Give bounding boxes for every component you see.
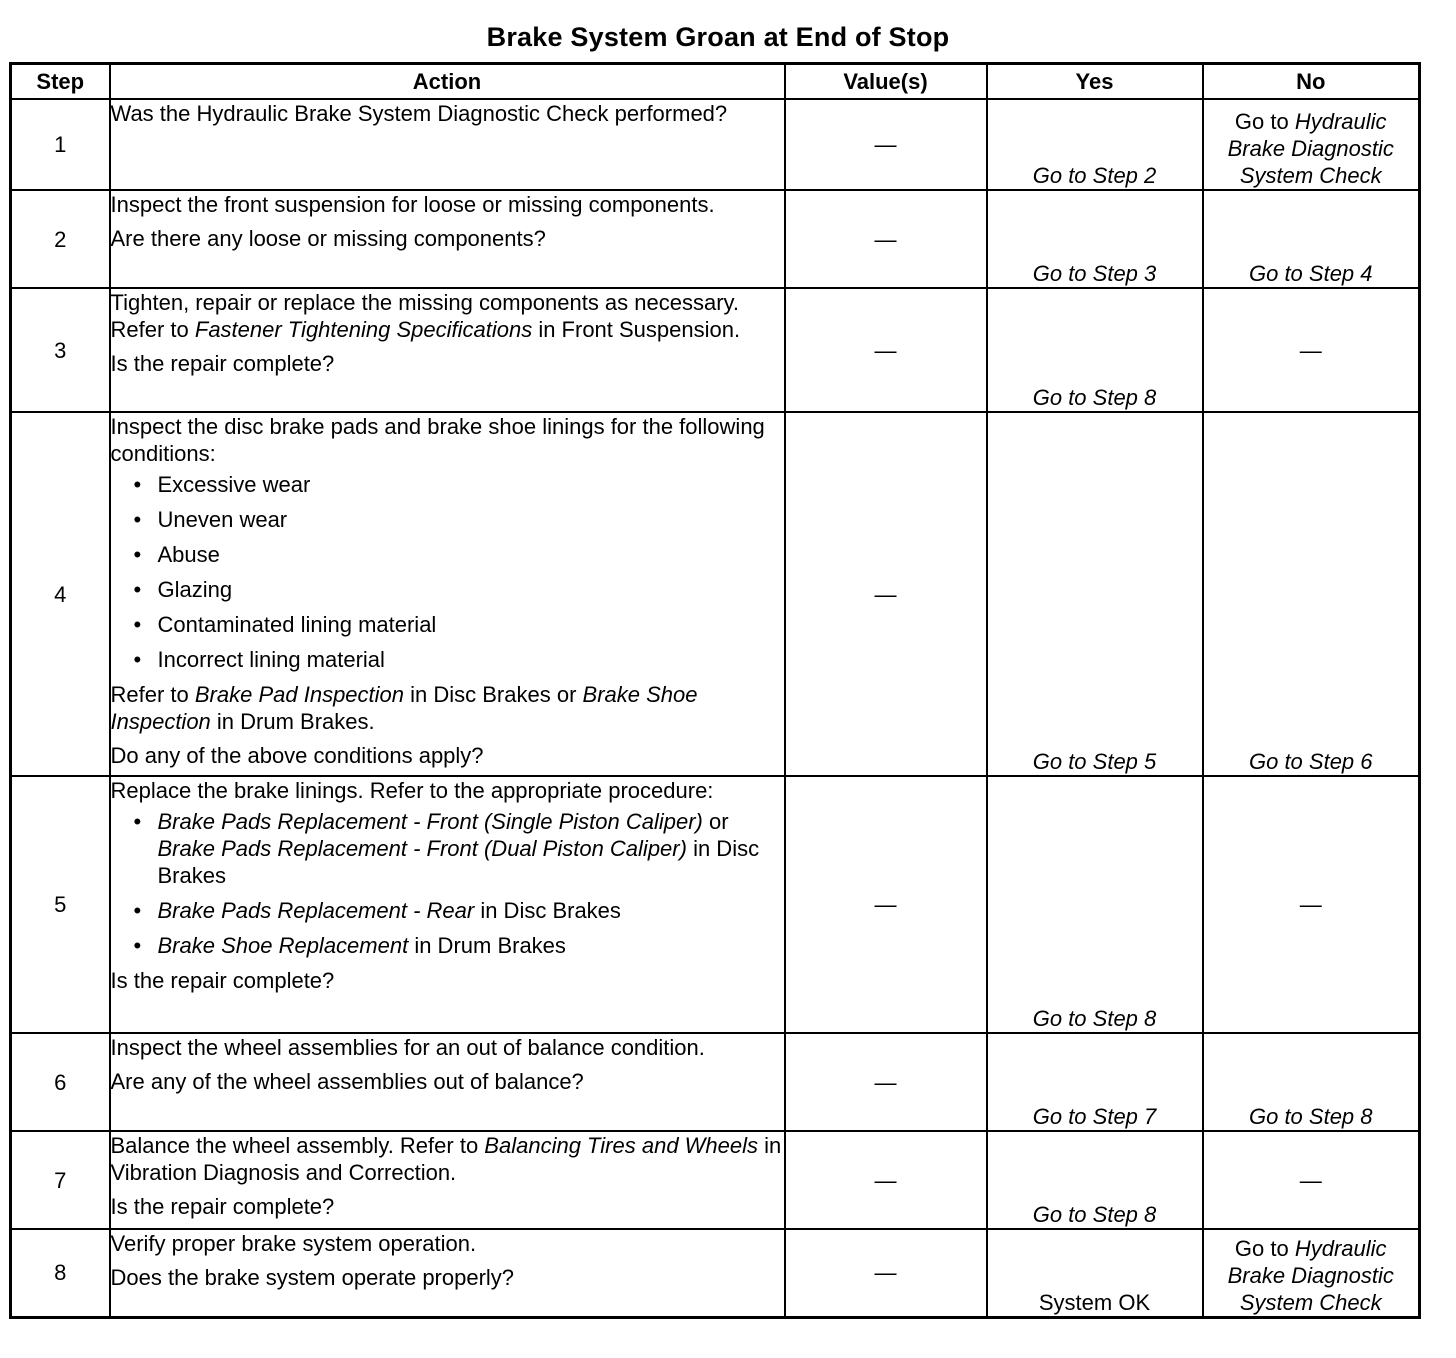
no-link[interactable]: Hydraulic Brake Diagnostic System Check <box>1227 1235 1394 1315</box>
list-item: • Brake Pads Replacement - Front (Single Piston Caliper) or Brake Pads Replacement - Front (Dual Piston Caliper) in Disc Brakes <box>111 808 784 889</box>
table-header-row <box>11 64 1420 100</box>
table-row-step-2 <box>11 190 1420 288</box>
action-question: Does the brake system operate properly? <box>110 1265 515 1290</box>
header-yes: Yes <box>987 64 1203 100</box>
reference-link[interactable]: Brake Pad Inspection <box>194 682 405 707</box>
action-cell <box>110 776 785 1033</box>
table-row-step-1 <box>11 99 1420 190</box>
yes-link[interactable]: Go to Step 2 <box>1032 163 1157 188</box>
no-link[interactable]: Go to Step 8 <box>1248 1104 1373 1129</box>
list-item: • Incorrect lining material <box>111 646 784 673</box>
action-cell <box>110 1229 785 1317</box>
no-link[interactable]: Go to Step 6 <box>1248 749 1373 774</box>
yes-link[interactable]: Go to Step 7 <box>1032 1104 1157 1129</box>
no-link[interactable]: Hydraulic Brake Diagnostic System Check <box>1227 109 1394 188</box>
value-cell: — <box>785 190 987 288</box>
action-text: Tighten, repair or replace the missing components as necessary. Refer to Fastener Tightening Specifications in Front Suspension. <box>110 290 741 342</box>
action-text: Balance the wheel assembly. Refer to Balancing Tires and Wheels in Vibration Diagnosis and Correction. <box>110 1133 782 1185</box>
action-text: Inspect the front suspension for loose or missing components. <box>110 192 715 217</box>
no-cell <box>1203 99 1420 190</box>
step-number: 8 <box>11 1229 110 1317</box>
step-number: 5 <box>11 776 110 1033</box>
list-item: • Brake Pads Replacement - Rear in Disc Brakes <box>111 897 784 924</box>
value-cell: — <box>785 99 987 190</box>
action-question: Is the repair complete? <box>110 351 335 376</box>
reference-link[interactable]: Brake Pads Replacement - Front (Dual Piston Caliper) <box>157 836 687 861</box>
action-question: Are there any loose or missing components? <box>110 226 546 251</box>
list-item: • Uneven wear <box>111 506 784 533</box>
condition-list <box>111 471 784 673</box>
table-row-step-4 <box>11 412 1420 776</box>
yes-cell <box>987 776 1203 1033</box>
yes-cell <box>987 1131 1203 1229</box>
procedure-list <box>111 808 784 959</box>
action-cell <box>110 190 785 288</box>
no-link[interactable]: Go to Step 4 <box>1248 261 1373 286</box>
table-row-step-6 <box>11 1033 1420 1131</box>
yes-cell: System OK <box>987 1229 1203 1317</box>
action-text: Replace the brake linings. Refer to the appropriate procedure: <box>110 778 714 803</box>
no-prefix: Go to <box>1234 1235 1289 1261</box>
yes-link[interactable]: Go to Step 3 <box>1032 261 1157 286</box>
table-row-step-7 <box>11 1131 1420 1229</box>
action-cell <box>110 412 785 776</box>
action-cell <box>110 1033 785 1131</box>
list-item: • Abuse <box>111 541 784 568</box>
no-prefix: Go to <box>1234 109 1289 134</box>
value-cell: — <box>785 288 987 412</box>
no-cell: — <box>1203 1131 1420 1229</box>
table-row-step-5 <box>11 776 1420 1033</box>
no-cell <box>1203 190 1420 288</box>
list-item: • Glazing <box>111 576 784 603</box>
header-action: Action <box>110 64 785 100</box>
reference-link[interactable]: Fastener Tightening Specifications <box>194 317 533 342</box>
yes-cell <box>987 190 1203 288</box>
action-cell <box>110 288 785 412</box>
yes-link[interactable]: Go to Step 8 <box>1032 1006 1157 1031</box>
yes-link[interactable]: Go to Step 5 <box>1032 749 1157 774</box>
step-number: 1 <box>11 99 110 190</box>
action-question: Are any of the wheel assemblies out of balance? <box>110 1069 584 1094</box>
reference-link[interactable]: Brake Pads Replacement - Rear <box>157 898 475 923</box>
value-cell: — <box>785 776 987 1033</box>
header-values: Value(s) <box>785 64 987 100</box>
step-number: 2 <box>11 190 110 288</box>
diagnostic-table <box>9 62 1421 1319</box>
step-number: 7 <box>11 1131 110 1229</box>
no-cell <box>1203 412 1420 776</box>
reference-link[interactable]: Brake Shoe Replacement <box>157 933 409 958</box>
action-question: Do any of the above conditions apply? <box>110 743 484 768</box>
step-number: 4 <box>11 412 110 776</box>
value-cell: — <box>785 412 987 776</box>
value-cell: — <box>785 1229 987 1317</box>
step-number: 3 <box>11 288 110 412</box>
list-item: • Contaminated lining material <box>111 611 784 638</box>
step-number: 6 <box>11 1033 110 1131</box>
action-reference: Refer to Brake Pad Inspection in Disc Brakes or Brake Shoe Inspection in Drum Brakes. <box>110 682 698 734</box>
no-cell <box>1203 1229 1420 1317</box>
action-cell <box>110 1131 785 1229</box>
list-item: • Excessive wear <box>111 471 784 498</box>
action-question: Is the repair complete? <box>110 968 335 993</box>
action-text: Verify proper brake system operation. <box>110 1231 477 1256</box>
yes-link[interactable]: Go to Step 8 <box>1032 385 1157 410</box>
yes-cell <box>987 1033 1203 1131</box>
action-text: Was the Hydraulic Brake System Diagnostic Check performed? <box>110 101 728 126</box>
yes-cell <box>987 288 1203 412</box>
list-item: • Brake Shoe Replacement in Drum Brakes <box>111 932 784 959</box>
page-title: Brake System Groan at End of Stop <box>486 22 950 52</box>
value-cell: — <box>785 1131 987 1229</box>
reference-link[interactable]: Balancing Tires and Wheels <box>484 1133 759 1158</box>
no-cell <box>1203 1033 1420 1131</box>
no-cell: — <box>1203 776 1420 1033</box>
action-text: Inspect the disc brake pads and brake shoe linings for the following conditions: <box>110 414 765 466</box>
value-cell: — <box>785 1033 987 1131</box>
reference-link[interactable]: Brake Pads Replacement - Front (Single Piston Caliper) <box>157 809 703 834</box>
yes-cell <box>987 412 1203 776</box>
action-text: Inspect the wheel assemblies for an out of balance condition. <box>110 1035 705 1060</box>
header-no: No <box>1203 64 1420 100</box>
table-row-step-3 <box>11 288 1420 412</box>
yes-cell <box>987 99 1203 190</box>
reference-link[interactable]: Brake Shoe Inspection <box>110 682 698 734</box>
action-question: Is the repair complete? <box>110 1194 335 1219</box>
no-cell: — <box>1203 288 1420 412</box>
table-row-step-8 <box>11 1229 1420 1317</box>
header-step: Step <box>11 64 110 100</box>
action-cell <box>110 99 785 190</box>
yes-link[interactable]: Go to Step 8 <box>1032 1202 1157 1227</box>
